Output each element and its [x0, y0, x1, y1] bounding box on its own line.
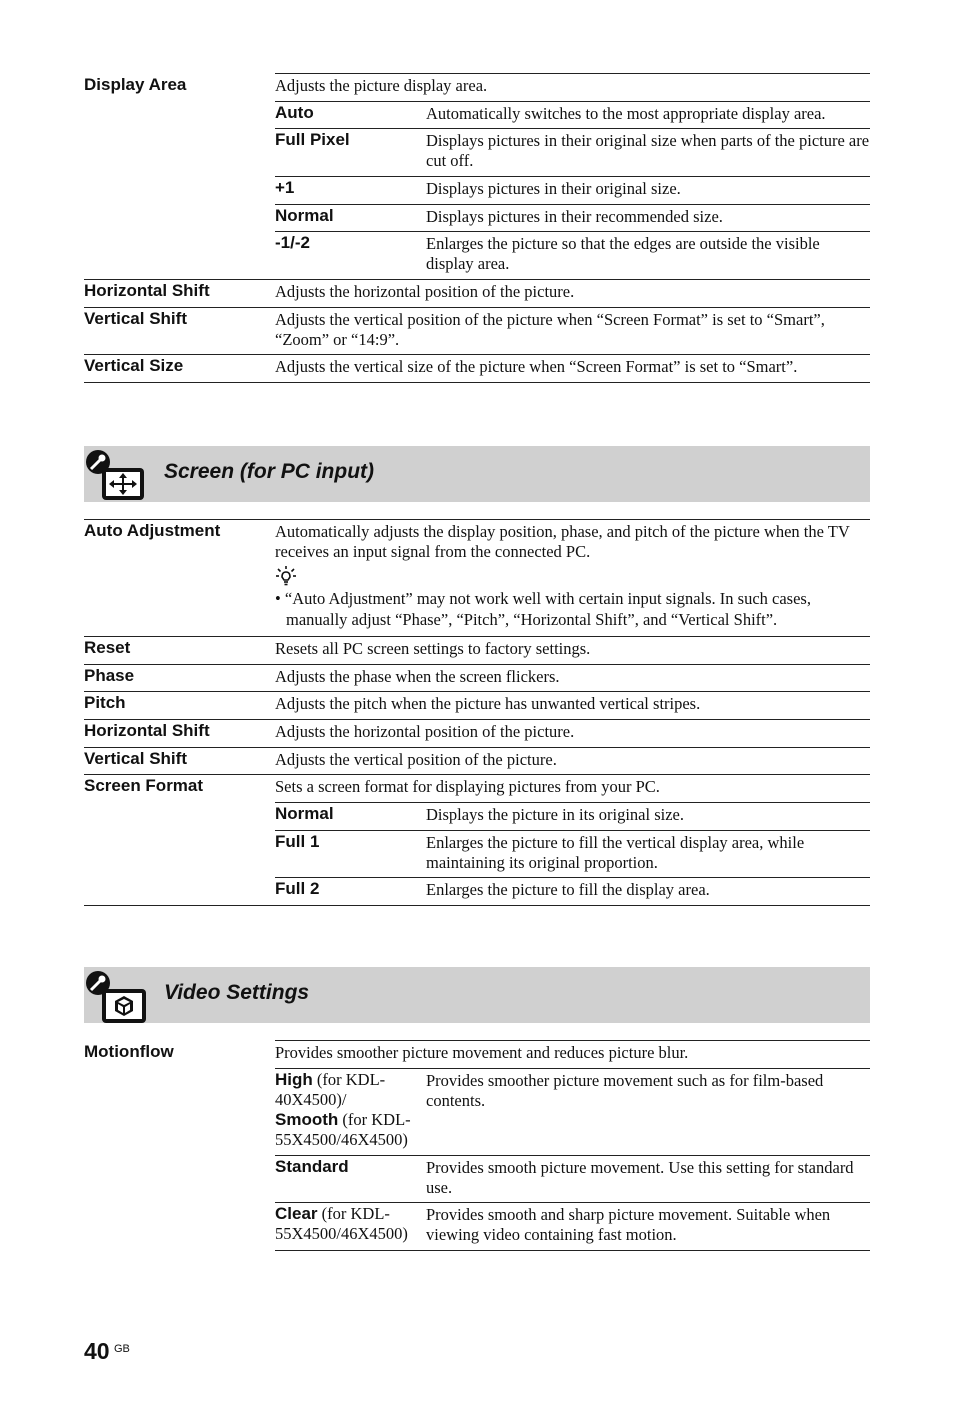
option-term: Auto — [275, 103, 314, 122]
vertical-shift-term: Vertical Shift — [84, 309, 187, 328]
option-desc: Automatically switches to the most appropriate display area. — [426, 104, 826, 123]
divider — [275, 101, 870, 102]
divider — [275, 1068, 870, 1069]
divider — [84, 691, 870, 692]
divider — [275, 128, 870, 129]
motionflow-term: Motionflow — [84, 1042, 174, 1061]
option-desc: Enlarges the picture so that the edges are outside the visible display area. — [426, 234, 820, 273]
divider — [84, 382, 870, 383]
option-smooth-model-cont: 55X4500/46X4500) — [275, 1130, 408, 1149]
option-term-clear — [275, 1204, 423, 1244]
option-desc: Enlarges the picture to fill the display area. — [426, 880, 710, 899]
screen-format-desc: Sets a screen format for displaying pictures from your PC. — [275, 777, 660, 796]
option-term: Standard — [275, 1157, 349, 1176]
divider — [84, 905, 870, 906]
option-term: -1/-2 — [275, 233, 310, 252]
option-clear-label: Clear — [275, 1204, 318, 1223]
screen-format-term: Screen Format — [84, 776, 204, 795]
divider — [275, 204, 870, 205]
option-desc: Displays pictures in their recommended size. — [426, 207, 723, 226]
option-high-model: (for KDL- — [312, 1070, 386, 1089]
option-desc: Displays the picture in its original size. — [426, 805, 684, 824]
option-term: Normal — [275, 804, 334, 823]
divider — [275, 176, 870, 177]
pitch-desc: Adjusts the pitch when the picture has unwanted vertical stripes. — [275, 694, 701, 713]
option-clear-model: (for KDL- — [317, 1204, 390, 1223]
option-term: +1 — [275, 178, 295, 197]
lightbulb-hint-icon — [276, 566, 296, 586]
option-high-model-cont: 40X4500)/ — [275, 1090, 347, 1109]
reset-desc: Resets all PC screen settings to factory settings. — [275, 639, 591, 658]
divider — [84, 719, 870, 720]
divider — [275, 73, 870, 74]
auto-adjustment-term: Auto Adjustment — [84, 521, 221, 540]
auto-adjustment-note: • “Auto Adjustment” may not work well with certain input signals. In such cases, — [275, 589, 811, 608]
divider — [275, 1155, 870, 1156]
auto-adjustment-desc: Automatically adjusts the display position, phase, and pitch of the picture when the TV receives an input signal from the connected PC. — [275, 522, 850, 561]
option-high-label: High — [275, 1070, 313, 1089]
display-area-desc: Adjusts the picture display area. — [275, 76, 488, 95]
option-clear-model-cont: 55X4500/46X4500) — [275, 1224, 408, 1243]
option-smooth-label: Smooth — [275, 1110, 339, 1129]
wrench-screen-move-icon — [84, 448, 148, 502]
display-area-term: Display Area — [84, 75, 187, 94]
reset-term: Reset — [84, 638, 131, 657]
option-term: Full 2 — [275, 879, 320, 898]
divider — [84, 519, 870, 520]
video-section-header — [84, 967, 870, 1023]
option-term: Full 1 — [275, 832, 320, 851]
divider — [84, 307, 870, 308]
divider — [275, 802, 870, 803]
divider — [275, 830, 870, 831]
horizontal-shift-desc: Adjusts the horizontal position of the picture. — [275, 282, 575, 301]
page-number: 40 — [84, 1338, 110, 1364]
option-desc: Displays pictures in their original size. — [426, 179, 681, 198]
divider — [275, 1040, 870, 1041]
pc-vertical-shift-term: Vertical Shift — [84, 749, 187, 768]
vertical-size-desc: Adjusts the vertical size of the picture when “Screen Format” is set to “Smart”. — [275, 357, 798, 376]
divider — [275, 231, 870, 232]
phase-term: Phase — [84, 666, 135, 685]
option-term: Normal — [275, 206, 334, 225]
vertical-shift-desc: Adjusts the vertical position of the picture when “Screen Format” is set to “Smart”, “Zoom” or “14:9”. — [275, 310, 825, 349]
pc-section-header — [84, 446, 870, 502]
video-section-title: Video Settings — [164, 981, 310, 1004]
divider — [84, 354, 870, 355]
option-term: Full Pixel — [275, 130, 350, 149]
option-smooth-model: (for KDL- — [338, 1110, 411, 1129]
pc-horizontal-shift-term: Horizontal Shift — [84, 721, 210, 740]
pc-section-title: Screen (for PC input) — [164, 460, 375, 483]
divider — [275, 1202, 870, 1203]
divider — [84, 664, 870, 665]
pitch-term: Pitch — [84, 693, 126, 712]
option-desc: Displays pictures in their original size when parts of the picture are cut off. — [426, 131, 870, 170]
option-term-high-smooth — [275, 1070, 423, 1150]
divider — [275, 1250, 870, 1251]
phase-desc: Adjusts the phase when the screen flickers. — [275, 667, 560, 686]
divider — [84, 774, 870, 775]
pc-vertical-shift-desc: Adjusts the vertical position of the picture. — [275, 750, 557, 769]
horizontal-shift-term: Horizontal Shift — [84, 281, 210, 300]
motionflow-desc: Provides smoother picture movement and reduces picture blur. — [275, 1043, 689, 1062]
option-desc: Provides smoother picture movement such as for film-based contents. — [426, 1071, 824, 1110]
divider — [84, 747, 870, 748]
divider — [84, 636, 870, 637]
auto-adjustment-note-cont: manually adjust “Phase”, “Pitch”, “Horizontal Shift”, and “Vertical Shift”. — [286, 610, 778, 629]
page-region-suffix: GB — [114, 1343, 130, 1355]
option-desc: Enlarges the picture to fill the vertical display area, while maintaining its original proportion. — [426, 833, 805, 872]
pc-horizontal-shift-desc: Adjusts the horizontal position of the picture. — [275, 722, 575, 741]
wrench-cube-icon — [84, 969, 148, 1023]
divider — [275, 877, 870, 878]
option-desc: Provides smooth and sharp picture movement. Suitable when viewing video containing fast motion. — [426, 1205, 831, 1244]
option-desc: Provides smooth picture movement. Use this setting for standard use. — [426, 1158, 854, 1197]
vertical-size-term: Vertical Size — [84, 356, 184, 375]
divider — [84, 279, 870, 280]
